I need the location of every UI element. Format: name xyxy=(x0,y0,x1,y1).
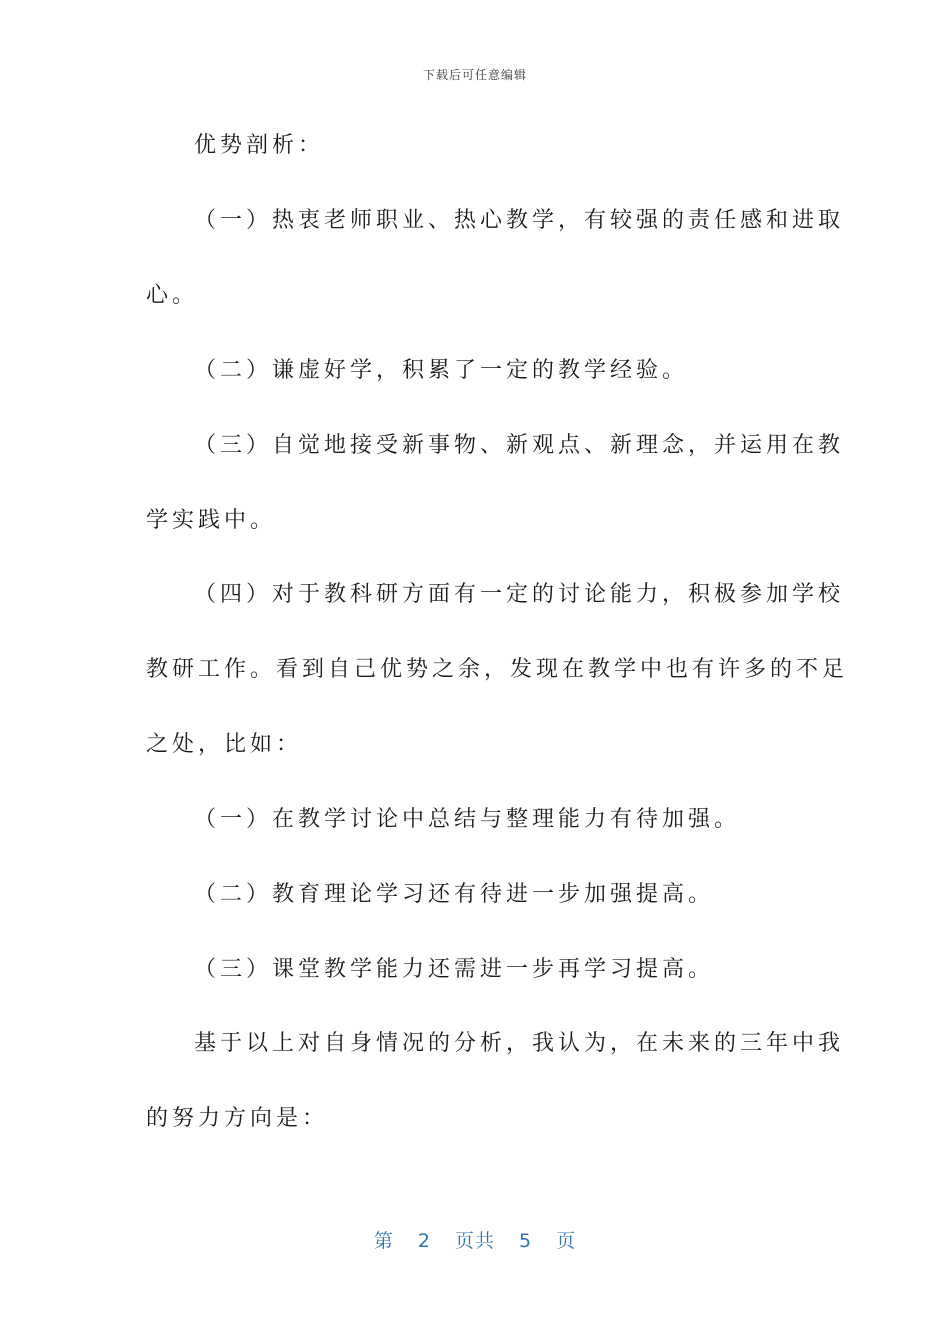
page-header-note: 下载后可任意编辑 xyxy=(422,68,527,82)
paragraph-line: 的努力方向是： xyxy=(146,1106,329,1131)
paragraph-line: 学实践中。 xyxy=(146,508,277,533)
page-footer-suffix: 页 xyxy=(556,1230,577,1252)
paragraph-line: （一）在教学讨论中总结与整理能力有待加强。 xyxy=(194,807,741,832)
page-footer-prefix: 第 xyxy=(373,1230,394,1252)
paragraph-line: 心。 xyxy=(146,283,199,308)
paragraph-line: （二）谦虚好学，积累了一定的教学经验。 xyxy=(194,358,689,383)
paragraph-line: 基于以上对自身情况的分析，我认为，在未来的三年中我 xyxy=(194,1031,845,1056)
section-heading-advantages: 优势剖析： xyxy=(194,133,325,158)
paragraph-line: （一）热衷老师职业、热心教学，有较强的责任感和进取 xyxy=(194,208,845,233)
paragraph-line: （四）对于教科研方面有一定的讨论能力，积极参加学校 xyxy=(194,582,845,607)
paragraph-line: 教研工作。看到自己优势之余，发现在教学中也有许多的不足 xyxy=(146,657,849,682)
page-number: 2 xyxy=(417,1230,431,1252)
paragraph-line: （三）自觉地接受新事物、新观点、新理念，并运用在教 xyxy=(194,433,845,458)
paragraph-line: 之处，比如： xyxy=(146,732,303,757)
page-footer xyxy=(0,1226,950,1253)
paragraph-line: （三）课堂教学能力还需进一步再学习提高。 xyxy=(194,957,715,982)
page-footer-mid: 页共 xyxy=(454,1230,495,1252)
paragraph-line: （二）教育理论学习还有待进一步加强提高。 xyxy=(194,882,715,907)
page-total: 5 xyxy=(519,1230,533,1252)
